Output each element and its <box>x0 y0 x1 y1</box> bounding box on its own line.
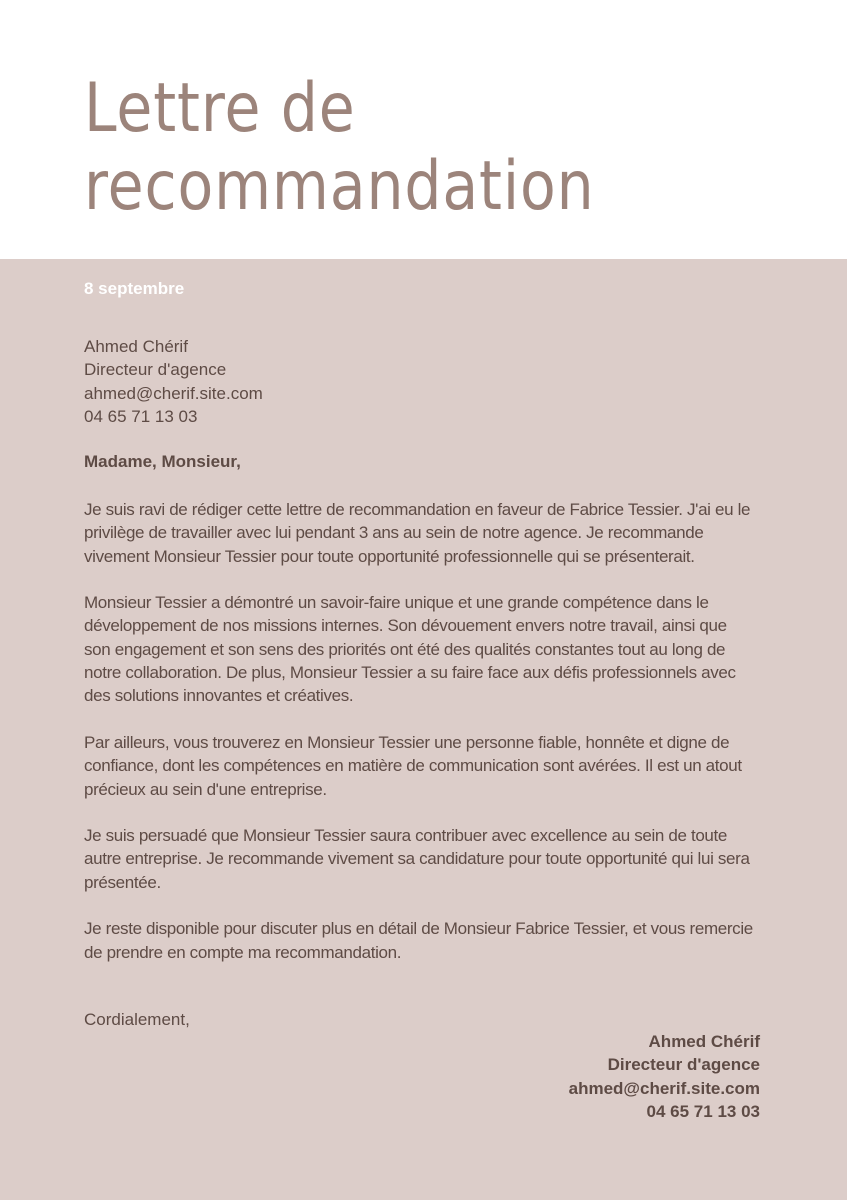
letter-date: 8 septembre <box>84 279 185 298</box>
page-title <box>84 70 634 226</box>
salutation: Madame, Monsieur, <box>84 452 241 471</box>
paragraph-3: Par ailleurs, vous trouverez en Monsieur Tessier une personne fiable, honnête et digne de confiance, dont les compétences en matière de communication sont avérées. Il est un atout précieux au sein d'une entreprise. <box>84 732 742 799</box>
paragraph-2: Monsieur Tessier a démontré un savoir-faire unique et une grande compétence dans le développement de nos missions internes. Son dévouement envers notre travail, ainsi que son engagement et son sens des priorités ont été des qualités constantes tout au long de notre collaboration. De plus, Monsieur Tessier a su faire face aux défis professionnels avec des solutions innovantes et créatives. <box>84 593 736 706</box>
sender-name: Ahmed Chérif <box>84 337 188 356</box>
title-line-2: recommandation <box>84 147 595 226</box>
signature-phone: 04 65 71 13 03 <box>646 1101 760 1121</box>
closing: Cordialement, <box>84 1010 190 1029</box>
sender-email: ahmed@cherif.site.com <box>84 383 263 403</box>
letter-body-panel <box>0 259 847 1200</box>
sender-role: Directeur d'agence <box>84 360 227 380</box>
signature-email: ahmed@cherif.site.com <box>568 1078 760 1098</box>
paragraph-4: Je suis persuadé que Monsieur Tessier saura contribuer avec excellence au sein de toute autre entreprise. Je recommande vivement sa candidature pour toute opportunité qui lui sera présentée. <box>84 826 750 892</box>
signature-name: Ahmed Chérif <box>648 1032 760 1051</box>
signature-block <box>569 1030 760 1123</box>
sender-phone: 04 65 71 13 03 <box>84 406 198 426</box>
title-line-1: Lettre de <box>84 69 356 148</box>
paragraph-5: Je reste disponible pour discuter plus en détail de Monsieur Fabrice Tessier, et vous remercie de prendre en compte ma recommandation. <box>84 919 753 962</box>
letter-body <box>84 498 756 987</box>
letter-header <box>0 0 849 259</box>
signature-role: Directeur d'agence <box>607 1055 760 1075</box>
paragraph-1: Je suis ravi de rédiger cette lettre de recommandation en faveur de Fabrice Tessier. J'ai eu le privilège de travailler avec lui pendant 3 ans au sein de notre agence. Je recommande vivement Monsieur Tessier pour toute opportunité professionnelle qui se présenterait. <box>84 500 751 566</box>
sender-block <box>84 335 263 428</box>
